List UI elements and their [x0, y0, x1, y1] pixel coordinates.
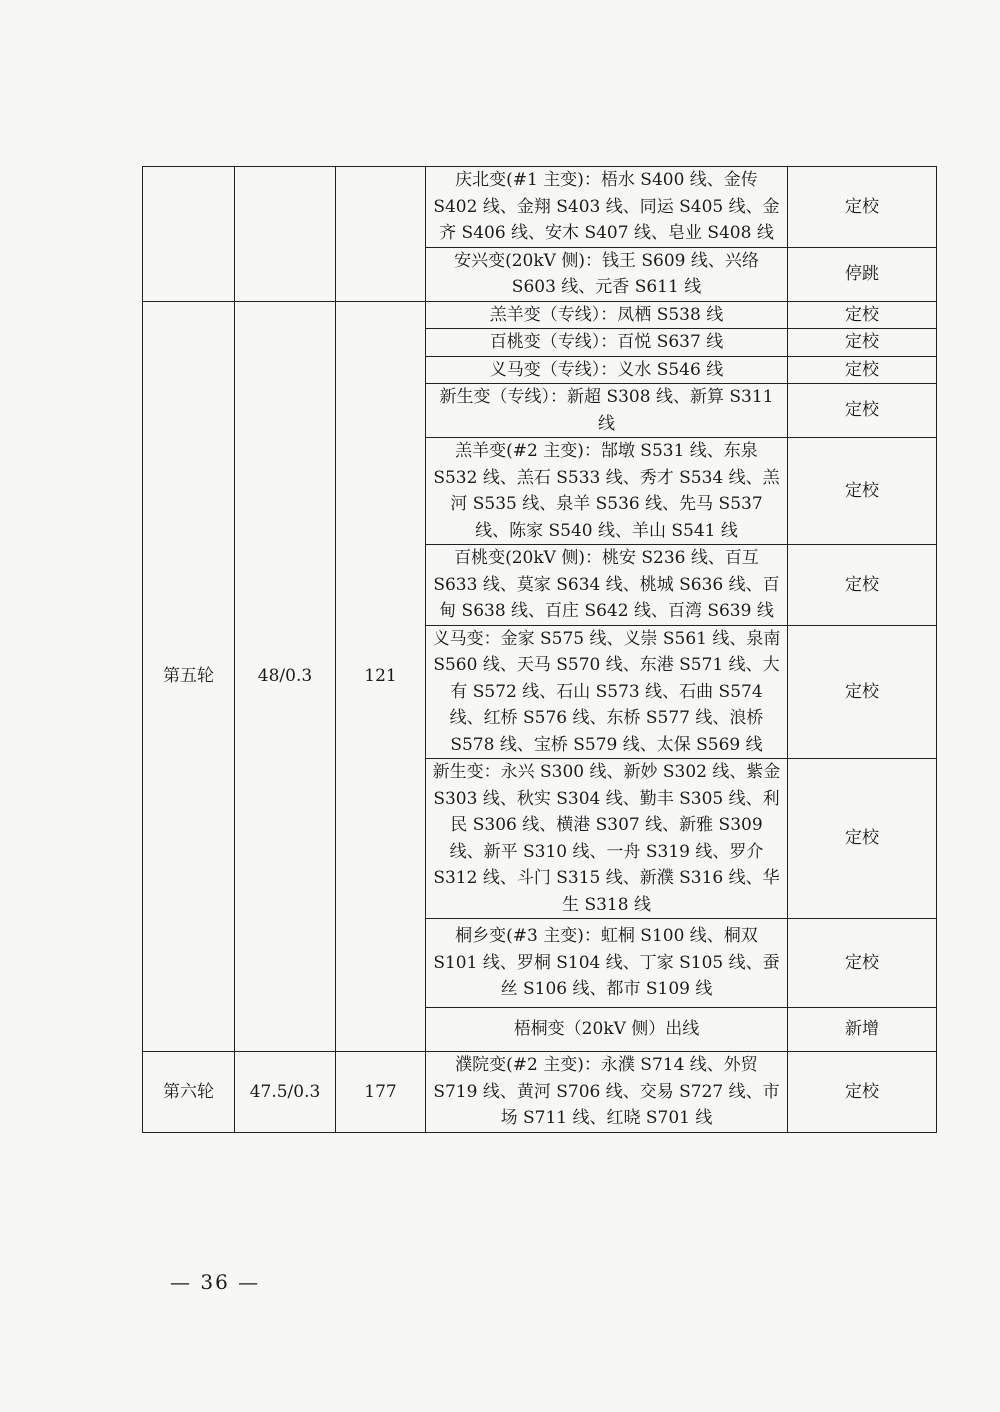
lines-cell: 新生变（专线）：新超 S308 线、新算 S311 线	[426, 384, 788, 438]
lines-cell: 安兴变(20kV 侧)：钱王 S609 线、兴络 S603 线、元香 S611 线	[426, 247, 788, 301]
lines-cell: 濮院变(#2 主变)：永濮 S714 线、外贸 S719 线、黄河 S706 线、交易 S727 线、市场 S711 线、红晓 S701 线	[426, 1052, 788, 1133]
lines-cell: 百桃变(20kV 侧)：桃安 S236 线、百互 S633 线、莫家 S634 线、桃城 S636 线、百甸 S638 线、百庄 S642 线、百湾 S639 线	[426, 545, 788, 626]
frequency-cell: 47.5/0.3	[235, 1052, 336, 1133]
frequency-cell	[235, 167, 336, 302]
table-body	[143, 167, 937, 1133]
table-row	[143, 301, 937, 329]
round-cell	[143, 167, 235, 302]
lines-cell: 义马变：金家 S575 线、义崇 S561 线、泉南 S560 线、天马 S570 线、东港 S571 线、大有 S572 线、石山 S573 线、石曲 S574 线、红桥 S576 线、东桥 S577 线、浪桥 S578 线、宝桥 S579 线、太保 S569 线	[426, 625, 788, 759]
status-cell: 定校	[788, 301, 937, 329]
status-cell: 定校	[788, 1052, 937, 1133]
status-cell: 定校	[788, 438, 937, 545]
status-cell: 定校	[788, 356, 937, 384]
table-row	[143, 167, 937, 248]
status-cell: 定校	[788, 329, 937, 357]
table-row	[143, 1052, 937, 1133]
status-cell: 定校	[788, 759, 937, 919]
round-cell: 第五轮	[143, 301, 235, 1052]
round-cell: 第六轮	[143, 1052, 235, 1133]
status-cell: 停跳	[788, 247, 937, 301]
lines-cell: 新生变：永兴 S300 线、新妙 S302 线、紫金 S303 线、秋实 S304 线、勤丰 S305 线、利民 S306 线、横港 S307 线、新雅 S309 线、新平 S310 线、一舟 S319 线、罗介 S312 线、斗门 S315 线、新濮 S316 线、华生 S318 线	[426, 759, 788, 919]
lines-cell: 庆北变(#1 主变)：梧水 S400 线、金传 S402 线、金翔 S403 线、同运 S405 线、金齐 S406 线、安木 S407 线、皂业 S408 线	[426, 167, 788, 248]
page-number: — 36 —	[170, 1270, 261, 1294]
load-shedding-table	[142, 166, 937, 1133]
lines-cell: 羔羊变(#2 主变)：郜墩 S531 线、东泉 S532 线、羔石 S533 线、秀才 S534 线、羔河 S535 线、泉羊 S536 线、先马 S537 线、陈家 S540 线、羊山 S541 线	[426, 438, 788, 545]
load-count-cell: 121	[336, 301, 426, 1052]
status-cell: 新增	[788, 1008, 937, 1052]
frequency-cell: 48/0.3	[235, 301, 336, 1052]
status-cell: 定校	[788, 167, 937, 248]
status-cell: 定校	[788, 625, 937, 759]
load-count-cell: 177	[336, 1052, 426, 1133]
lines-cell: 百桃变（专线）：百悦 S637 线	[426, 329, 788, 357]
lines-cell: 梧桐变（20kV 侧）出线	[426, 1008, 788, 1052]
status-cell: 定校	[788, 384, 937, 438]
status-cell: 定校	[788, 919, 937, 1008]
status-cell: 定校	[788, 545, 937, 626]
lines-cell: 羔羊变（专线）：凤栖 S538 线	[426, 301, 788, 329]
load-count-cell	[336, 167, 426, 302]
lines-cell: 义马变（专线）：义水 S546 线	[426, 356, 788, 384]
lines-cell: 桐乡变(#3 主变)：虹桐 S100 线、桐双 S101 线、罗桐 S104 线、丁家 S105 线、蚕丝 S106 线、都市 S109 线	[426, 919, 788, 1008]
